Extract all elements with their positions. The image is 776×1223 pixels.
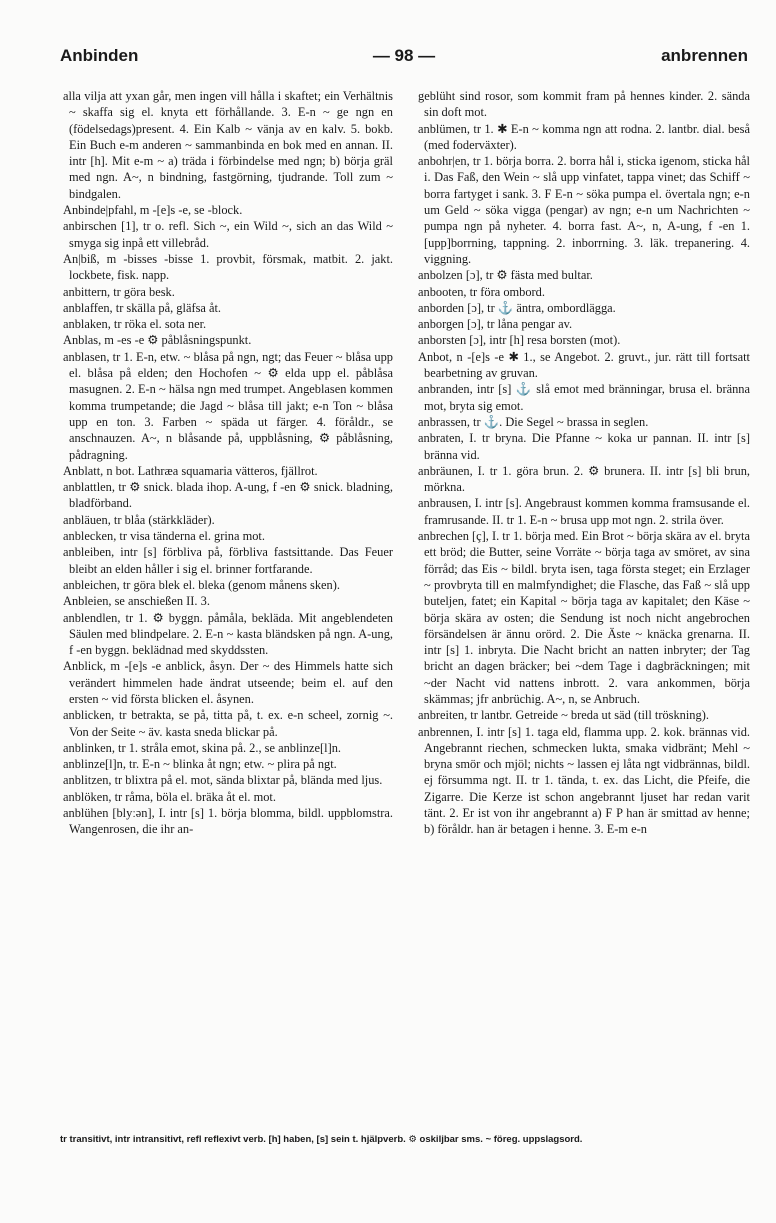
entry: anblaken, tr röka el. sota ner.: [63, 317, 207, 332]
entry: Anblas, m -es -e ⚙ påblåsningspunkt.: [63, 333, 252, 348]
header-left-guideword: Anbinden: [60, 46, 139, 65]
entry: anbrassen, tr ⚓. Die Segel ~ brassa in seglen.: [418, 414, 649, 429]
entry: anbrausen, I. intr [s]. Angebraust kommen komma framsusande el. framrusande. II. tr 1. E-n ~ brusa upp mot ngn. 2. strila över.: [418, 496, 750, 527]
entry: anblitzen, tr blixtra på el. mot, sända blixtar på, blända med ljus.: [63, 773, 383, 788]
entry: anborden [ɔ], tr ⚓ äntra, ombordlägga.: [418, 300, 616, 315]
entry: Anbot, n -[e]s -e ✱ 1., se Angebot. 2. gruvt., jur. rätt till fortsatt bearbetning av gruvan.: [418, 349, 750, 381]
page-number: — 98 —: [372, 46, 436, 65]
entry: anbittern, tr göra besk.: [63, 284, 175, 299]
left-column: [63, 88, 393, 838]
entry: Anbleien, se anschießen II. 3.: [63, 594, 210, 609]
entry: anbohr|en, tr 1. börja borra. 2. borra hål i, sticka igenom, sticka hål i. Das Faß, den Wein ~ slå upp vinfatet, tappa vinet; das Schiff ~ borra fartyget i sank. 3. F E-n ~ söka pumpa el. övertala ngn; e-n um Geld ~ söka vigga (pengar) av ngn; e-n um Nachrichten ~ pumpa ngn på nyheter. 4. borra fast. A~, n, A-ung, f -en 1. [upp]borrning, tappning. 2. inborrning. 3. läk. trepanering. 4. viggning.: [418, 154, 750, 266]
entry: anbooten, tr föra ombord.: [418, 284, 545, 299]
entry: anbrechen [ç], I. tr 1. börja med. Ein Brot ~ börja skära av el. bryta ett bröd; die Butter, seine Vorräte ~ börja taga av smöret, av sina förråd; das Eis ~ bildl. bryta isen, taga första steget; ein Erzlager ~ provbryta till en malmfyndighet; die Flasche, das Faß ~ slå upp buteljen, fatet; ein Kapital ~ börja taga av kapitalet; den Käse ~ börja skära av osten; die Sendung ist noch nicht angebrochen försändelsen är ännu orörd. 2. Die Äste ~ knäcka grenarna. II. intr [s] 1. inbryta. Die Nacht bricht an natten inbryter; der Tag bricht an dagen bräcker; bei ~dem Tage i dagbräckningen; mit ~der Nacht vid nattens inbrott. 2. vara ankommen, börja skämmas; jfr anbrüchig. A~, n, se Anbruch.: [418, 529, 750, 706]
entry: anblümen, tr 1. ✱ E-n ~ komma ngn att rodna. 2. lantbr. dial. beså (med foderväxter).: [418, 121, 750, 152]
entry: geblüht sind rosor, som kommit fram på hennes kinder. 2. sända sin doft mot.: [418, 89, 750, 120]
entry: Anblick, m -[e]s -e anblick, åsyn. Der ~ des Himmels hatte sich verändert himmelen hade ändrat utseende; beim el. auf den ersten ~ vid första blicken el. åsynen.: [63, 659, 393, 706]
entry: anbranden, intr [s] ⚓ slå emot med bränningar, brusa el. bränna mot, bryta sig emot.: [418, 382, 750, 413]
entry: anbleiben, intr [s] förbliva på, förbliva fastsittande. Das Feuer bleibt an elden håller i sig el. brinner fortfarande.: [63, 545, 393, 576]
entry: anbräunen, I. tr 1. göra brun. 2. ⚙ brunera. II. intr [s] bli brun, mörkna.: [418, 463, 750, 495]
page-header: [60, 46, 748, 76]
entry: anblinze[l]n, tr. E-n ~ blinka åt ngn; etw. ~ plira på ngt.: [63, 757, 337, 772]
entry: anborsten [ɔ], intr [h] resa borsten (mot).: [418, 333, 621, 348]
entry: anblaffen, tr skälla på, gläfsa åt.: [63, 300, 222, 315]
entry: anborgen [ɔ], tr låna pengar av.: [418, 317, 573, 332]
entry: anblecken, tr visa tänderna el. grina mot.: [63, 529, 265, 544]
entry: anbreiten, tr lantbr. Getreide ~ breda ut säd (till tröskning).: [418, 708, 709, 723]
entry: anblöken, tr råma, böla el. bräka åt el. mot.: [63, 789, 276, 804]
entry: anbläuen, tr blåa (stärkkläder).: [63, 512, 215, 527]
header-right-guideword: anbrennen: [661, 46, 748, 65]
entry: anbrennen, I. intr [s] 1. taga eld, flamma upp. 2. kok. brännas vid. Angebrannt riechen, schmecken lukta, smaka vidbränt; Mehl ~ bryna smör och mjöl; nichts ~ lassen ej låta ngt vidbrännas, bildl. ej försumma ngt. II. tr 1. tända, t. ex. das Licht, die Pfeife, die Zigarre. Die Kerze ist schon angebrannt ljuset har redan varit tänt. 2. Er ist von ihr angebrannt a) F P han är smittad av henne; b) föråldr. han är betagen i henne. 3. E-m e-n: [418, 724, 750, 837]
entry: anblasen, tr 1. E-n, etw. ~ blåsa på ngn, ngt; das Feuer ~ blåsa upp el. blåsa på elden; den Hochofen ~ ⚙ elda upp el. påblåsa masugnen. 2. E-n ~ hälsa ngn med trumpet. Angeblasen kommen komma trumpetande; die Jagd ~ blåsa till jakt; e-n Ton ~ blåsa upp en ton. 3. Farben ~ späda ut färger. 4. föråldr., se anschnauzen. A~, n blåsande på, uppblåsning, ⚙ påblåsning, pådragning.: [63, 349, 393, 462]
entry: anblendlen, tr 1. ⚙ byggn. påmåla, bekläda. Mit angeblendeten Säulen med blindpelare. 2. E-n ~ kasta bländsken på ngn. A-ung, f -en byggn. beklädnad med skyddssten.: [63, 610, 393, 658]
entry: anbleichen, tr göra blek el. bleka (genom månens sken).: [63, 577, 340, 592]
entry: anblühen [blyːən], I. intr [s] 1. börja blomma, bildl. uppblomstra. Wangenrosen, die ihr an-: [63, 806, 393, 837]
entry: Anbinde|pfahl, m -[e]s -e, se -block.: [63, 203, 243, 218]
entry: anblicken, tr betrakta, se på, titta på, t. ex. e-n scheel, zornig ~. Von der Seite ~ äv. kasta sneda blickar på.: [63, 708, 393, 739]
entry: anbraten, I. tr bryna. Die Pfanne ~ koka ur pannan. II. intr [s] bränna vid.: [418, 431, 750, 462]
right-column: [418, 88, 750, 838]
entry: An|biß, m -bisses -bisse 1. provbit, försmak, matbit. 2. jakt. lockbete, fisk. napp.: [63, 251, 393, 283]
entry: anbirschen [1], tr o. refl. Sich ~, ein Wild ~, sich an das Wild ~ smyga sig inpå ett villebråd.: [63, 219, 393, 250]
entry: anbolzen [ɔ], tr ⚙ fästa med bultar.: [418, 268, 593, 283]
abbreviation-legend: tr transitivt, intr intransitivt, refl reflexivt verb. [h] haben, [s] sein t. hjälpverb. ⚙ oskiljbar sms. ~ föreg. uppslagsord.: [60, 1134, 583, 1145]
entry: Anblatt, n bot. Lathræa squamaria vätteros, fjällrot.: [63, 463, 318, 478]
entry: alla vilja att yxan går, men ingen vill hålla i skaftet; ein Verhältnis ~ skaffa sig el. knyta ett förhållande. 3. E-n ~ ge ngn en (födelsedags)present. 4. Ein Kalb ~ vänja av en kalv. 5. bokb. Ein Buch e-m anderen ~ sammanbinda en bok med en annan. II. intr [h]. Mit e-m ~ a) träda i förbindelse med ngn; b) börja gräl med ngn. A~, n bindning, fastgörning, tjudrande. Toll zum ~ bindgalen.: [63, 89, 393, 201]
entry: anblinken, tr 1. stråla emot, skina på. 2., se anblinze[l]n.: [63, 740, 342, 755]
entry: anblattlen, tr ⚙ snick. blada ihop. A-ung, f -en ⚙ snick. bladning, bladförband.: [63, 480, 393, 511]
